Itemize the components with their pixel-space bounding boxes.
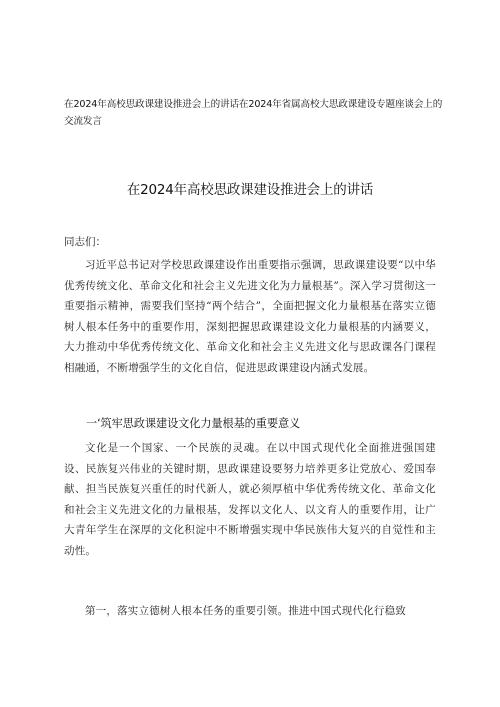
paragraph-2: 文化是一个国家、一个民族的灵魂。在以中国式现代化全面推进强国建设、民族复兴伟业的关键时期，思政课建设要努力培养更多让党放心、爱国奉献、担当民族复兴重任的时代新人，就必须厚植中华优秀传统文化、革命文化和社会主义先进文化的力量根基，发挥以文化人、以文育人的重要作用，让广大青年学生在深厚的文化积淀中不断增强实现中华民族伟大复兴的自觉性和主动性。 <box>64 442 436 557</box>
paragraph-1: 习近平总书记对学校思政课建设作出重要指示强调，思政课建设要“以中华优秀传统文化、革命文化和社会主义先进文化为力量根基”。深入学习贯彻这一重要指示精神，需要我们坚持“两个结合”，全面把握文化力量根基在落实立德树人根本任务中的重要作用，深刻把握思政课建设文化力量根基的内涵要义，大力推动中华优秀传统文化、革命文化和社会主义先进文化与思政课各门课程相融通，不断增强学生的文化自信，促进思政课建设内涵式发展。 <box>64 259 436 374</box>
paragraph-3: 第一，落实立德树人根本任务的重要引领。推进中国式现代化行稳致 <box>85 605 406 617</box>
salutation: 同志们： <box>64 236 106 248</box>
document-header-title: 在2024年高校思政课建设推进会上的讲话在2024年省属高校大思政课建设专题座谈会上的交流发言 <box>64 99 443 127</box>
section-heading-1: 一‘筑牢思政课建设文化力量根基的重要意义 <box>86 417 301 430</box>
speech-title: 在2024年高校思政课建设推进会上的讲话 <box>126 182 374 198</box>
